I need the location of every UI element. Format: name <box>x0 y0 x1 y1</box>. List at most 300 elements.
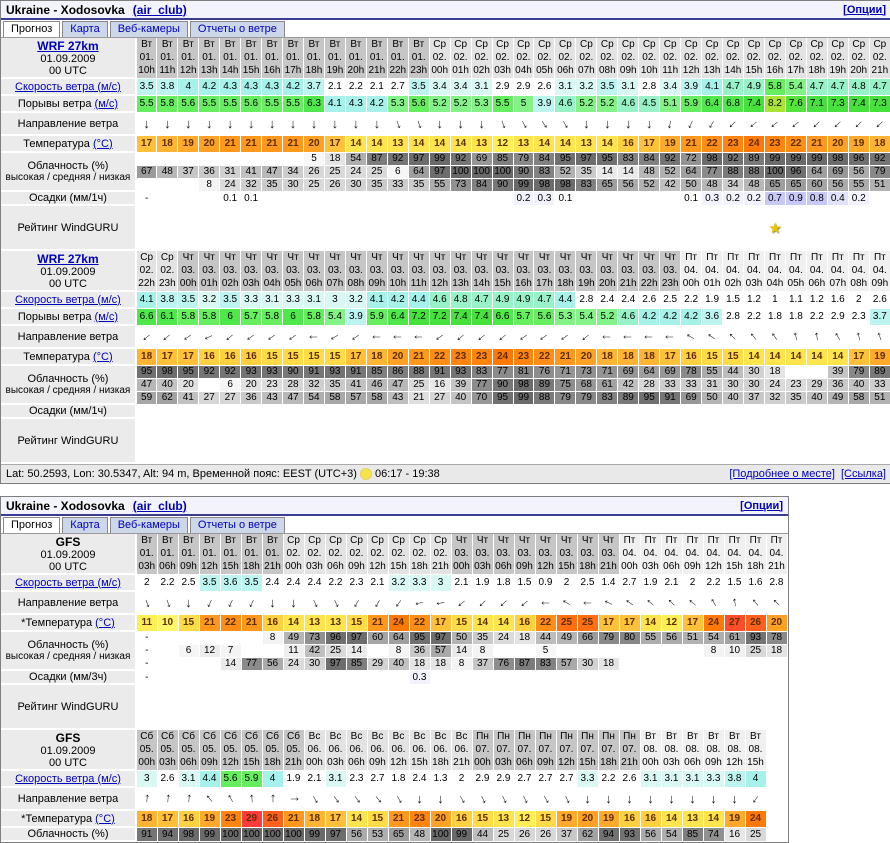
wind-speed-cell: 2.9 <box>492 78 513 95</box>
tab-Веб-камеры[interactable]: Веб-камеры <box>110 517 188 533</box>
column-header: Ср 02. 06h <box>325 534 346 574</box>
cloud-mid-cell: 42 <box>618 378 639 391</box>
precip-cell <box>514 670 535 684</box>
rating-cell <box>199 205 220 250</box>
wind-direction-cell <box>304 787 325 810</box>
cloud-mid-cell <box>262 644 283 657</box>
cloud-low-cell: 65 <box>764 178 785 191</box>
wind-direction-cell <box>619 787 640 810</box>
column-header: Пт 04. 08h <box>848 251 869 291</box>
wind-direction-arrow-icon: ↓ <box>164 115 171 131</box>
wind-speed-cell: 3.5 <box>199 574 220 591</box>
wind-direction-cell <box>766 591 787 614</box>
precip-cell <box>681 404 702 418</box>
temperature-cell: 13 <box>493 810 514 827</box>
wind-direction-cell <box>220 787 241 810</box>
wind-direction-arrow-icon: ↓ <box>515 329 532 344</box>
cloud-low-cell: 87 <box>514 657 535 670</box>
model-name[interactable]: WRF 27km <box>37 38 99 53</box>
cloud-low-cell: 47 <box>283 391 304 404</box>
cloud-low-cell: 30 <box>577 657 598 670</box>
temperature-cell: 23 <box>409 810 430 827</box>
cloud-low-cell: 65 <box>785 178 806 191</box>
wind-speed-cell: 2 <box>136 574 157 591</box>
cloud-mid-cell: 67 <box>136 165 157 178</box>
precip-cell <box>471 404 492 418</box>
cloud-mid-cell: 30 <box>744 378 765 391</box>
precip-cell <box>703 670 724 684</box>
wind-direction-arrow-icon: ↓ <box>391 594 406 611</box>
rating-cell <box>618 418 639 463</box>
tab-Отчеты о ветре[interactable]: Отчеты о ветре <box>190 517 285 533</box>
rating-cell <box>806 205 827 250</box>
precip-cell <box>660 191 681 205</box>
cloud-high-cell: 99 <box>785 152 806 165</box>
temperature-cell: 25 <box>556 614 577 631</box>
wind-gust-cell: 5.6 <box>408 95 429 112</box>
column-header: Вт 01. 13h <box>199 38 220 78</box>
cloud-mid-cell: - <box>136 644 157 657</box>
wind-speed-cell: 2.4 <box>283 574 304 591</box>
cloud-high-cell <box>241 631 262 644</box>
rating-cell <box>577 684 598 729</box>
wind-direction-arrow-icon: ↓ <box>600 333 616 340</box>
cloud-low-cell: 35 <box>366 178 387 191</box>
precip-cell: 0.1 <box>555 191 576 205</box>
run-utc: 00 UTC <box>49 560 87 573</box>
wind-direction-arrow-icon: ↓ <box>203 593 216 611</box>
wind-speed-cell: 4 <box>178 78 199 95</box>
rating-cell <box>325 684 346 729</box>
wind-direction-arrow-icon: ↓ <box>436 115 443 131</box>
rating-cell <box>409 684 430 729</box>
rating-cell <box>430 684 451 729</box>
wind-direction-cell <box>619 591 640 614</box>
footer-link[interactable]: [Подробнее о месте] <box>729 468 835 480</box>
wind-direction-cell <box>388 591 409 614</box>
temperature-cell: 19 <box>848 135 869 152</box>
tab-Веб-камеры[interactable]: Веб-камеры <box>110 21 188 37</box>
wind-gust-cell: 5.2 <box>597 95 618 112</box>
wind-speed-cell: 2.4 <box>409 770 430 787</box>
wind-direction-arrow-icon: ↓ <box>626 790 633 806</box>
precip-cell <box>324 404 345 418</box>
cloud-title: Облачность (%) <box>27 828 109 840</box>
cloud-high-cell: 99 <box>764 152 785 165</box>
run-date: 01.09.2009 <box>40 744 96 757</box>
temperature-cell: 27 <box>724 614 745 631</box>
wind-direction-arrow-icon: ↓ <box>645 115 653 131</box>
column-header: Чт 03. 09h <box>514 534 535 574</box>
wind-speed-cell: 3.4 <box>429 78 450 95</box>
wind-speed-cell: 2.7 <box>556 770 577 787</box>
cloud-high-cell: 92 <box>220 365 241 378</box>
row-label-temperature-text: *Температура <box>21 616 96 629</box>
wind-speed-cell: 2.1 <box>324 78 345 95</box>
wind-gust-cell: 6.4 <box>387 308 408 325</box>
rating-cell <box>723 205 744 250</box>
tab-Прогноз[interactable]: Прогноз <box>3 21 60 37</box>
column-header: Ср 02. 09h <box>346 534 367 574</box>
wind-direction-arrow-icon: ↓ <box>180 329 197 344</box>
options-link[interactable]: [Опции] <box>740 499 783 512</box>
rating-cell <box>514 684 535 729</box>
wind-speed-cell: 2.6 <box>619 770 640 787</box>
wind-direction-arrow-icon: ↓ <box>668 790 675 806</box>
cloud-low-cell: 79 <box>555 391 576 404</box>
row-label-wind-gusts-link[interactable]: (м/с) <box>94 97 118 110</box>
precip-cell <box>178 670 199 684</box>
cloud-mid-cell: 64 <box>806 165 827 178</box>
temperature-cell: 17 <box>848 348 869 365</box>
cloud-high-cell: 92 <box>387 152 408 165</box>
cloud-mid-cell: 6 <box>387 165 408 178</box>
cloud-high-cell <box>136 152 157 165</box>
wind-speed-cell: 2.8 <box>639 78 660 95</box>
precip-cell <box>429 404 450 418</box>
cloud-high-cell: 54 <box>661 827 682 841</box>
cloud-mid-cell: 89 <box>534 378 555 391</box>
column-header: Сб 05. 15h <box>241 730 262 770</box>
cloud-low-cell: - <box>136 657 157 670</box>
wind-speed-cell: 4.4 <box>555 291 576 308</box>
cloud-low-cell: 50 <box>681 178 702 191</box>
temperature-cell: 14 <box>493 614 514 631</box>
cloud-mid-cell: 88 <box>723 165 744 178</box>
wind-direction-arrow-icon: ↓ <box>663 333 679 340</box>
wind-direction-cell <box>178 787 199 810</box>
wind-gust-cell: 6 <box>283 308 304 325</box>
row-label-wind-speed-link[interactable]: Скорость ветра (м/с) <box>15 576 121 589</box>
cloud-low-cell: 55 <box>848 178 869 191</box>
column-header: Вт 01. 16h <box>262 38 283 78</box>
section-titlebar <box>1 1 890 20</box>
temperature-cell: 18 <box>639 348 660 365</box>
cloud-high-cell <box>806 365 827 378</box>
cloud-high-cell: 80 <box>619 631 640 644</box>
temperature-cell: 16 <box>241 348 262 365</box>
precip-cell <box>346 670 367 684</box>
cloud-low-cell: 18 <box>430 657 451 670</box>
temperature-cell: 18 <box>869 135 890 152</box>
temperature-cell: 13 <box>471 135 492 152</box>
precip-cell <box>408 191 429 205</box>
wind-direction-cell <box>702 325 723 348</box>
precip-cell <box>597 191 618 205</box>
wind-direction-arrow-icon: ↓ <box>516 114 530 132</box>
wind-direction-arrow-icon: ↓ <box>746 329 762 345</box>
row-label-wind-speed-link[interactable]: Скорость ветра (м/с) <box>15 80 121 93</box>
cloud-mid-cell: 33 <box>660 378 681 391</box>
wind-direction-arrow-icon: ↓ <box>285 329 302 344</box>
wind-direction-cell <box>827 325 848 348</box>
cloud-mid-cell <box>598 644 619 657</box>
wind-speed-cell: 3.2 <box>199 291 220 308</box>
wind-direction-cell <box>703 591 724 614</box>
rating-cell <box>199 418 220 463</box>
column-header: Вт 01. 06h <box>157 534 178 574</box>
model-name[interactable]: WRF 27km <box>37 251 99 266</box>
cloud-low-cell: 83 <box>535 657 556 670</box>
wind-direction-arrow-icon: ↓ <box>411 597 429 608</box>
cloud-high-cell: 92 <box>199 365 220 378</box>
cloud-mid-cell: 39 <box>450 378 471 391</box>
tab-Карта[interactable]: Карта <box>62 517 107 533</box>
wind-speed-cell: 2.2 <box>157 574 178 591</box>
wind-direction-arrow-icon: ↓ <box>578 328 595 344</box>
temperature-cell: 14 <box>429 135 450 152</box>
wind-gust-cell: 1.8 <box>785 308 806 325</box>
wind-direction-cell <box>367 787 388 810</box>
wind-direction-cell <box>220 591 241 614</box>
rating-cell <box>597 418 618 463</box>
rating-cell <box>241 418 262 463</box>
wind-direction-arrow-icon: ↓ <box>748 595 764 611</box>
cloud-mid-cell: 77 <box>471 378 492 391</box>
temperature-cell: 15 <box>283 348 304 365</box>
wind-direction-cell <box>618 325 639 348</box>
cloud-low-cell <box>178 178 199 191</box>
cloud-high-cell: 95 <box>555 152 576 165</box>
temperature-cell: 20 <box>304 135 325 152</box>
rating-cell <box>766 684 787 729</box>
wind-gust-cell: 2.2 <box>744 308 765 325</box>
cloud-low-cell: 99 <box>513 391 534 404</box>
row-label-temperature-text: *Температура <box>21 812 96 825</box>
column-header: Ср 02. 03h <box>304 534 325 574</box>
cloud-low-cell: 77 <box>241 657 262 670</box>
column-header: Вт 01. 20h <box>345 38 366 78</box>
cloud-high-cell: 49 <box>283 631 304 644</box>
windguru-star-icon: ★ <box>768 219 782 237</box>
cloud-high-cell: 18 <box>514 631 535 644</box>
wind-speed-cell: 2.9 <box>472 770 493 787</box>
wind-direction-arrow-icon: ↓ <box>851 115 867 131</box>
wind-speed-cell: 2.4 <box>304 574 325 591</box>
wind-speed-cell: 3.1 <box>178 770 199 787</box>
wind-direction-arrow-icon: ↓ <box>474 328 490 344</box>
cloud-mid-cell: 31 <box>702 378 723 391</box>
cloud-mid-cell <box>682 644 703 657</box>
section-titlebar <box>1 497 788 516</box>
wind-direction-arrow-icon: ↓ <box>308 593 321 611</box>
cloud-low-cell: 49 <box>827 391 848 404</box>
wind-gust-cell: 5.9 <box>366 308 387 325</box>
column-header: Пн 07. 06h <box>514 730 535 770</box>
row-label-temperature-link[interactable]: (°C) <box>95 616 115 629</box>
cloud-high-cell: 91 <box>136 827 157 841</box>
wind-direction-arrow-icon: ↓ <box>412 114 425 132</box>
wind-direction-cell <box>660 325 681 348</box>
wind-direction-cell <box>157 112 178 135</box>
wind-speed-cell: 3.1 <box>618 78 639 95</box>
cloud-high-cell <box>262 152 283 165</box>
rating-cell <box>556 684 577 729</box>
row-label-temperature-link[interactable]: (°C) <box>92 350 113 363</box>
column-header: Вс 06. 15h <box>409 730 430 770</box>
wind-speed-cell: 2 <box>682 574 703 591</box>
wind-direction-arrow-icon: ↓ <box>453 328 469 344</box>
temperature-cell: 24 <box>745 810 766 827</box>
tab-Прогноз[interactable]: Прогноз <box>3 517 60 533</box>
cloud-mid-cell: 18 <box>766 644 787 657</box>
options-link[interactable]: [Опции] <box>843 3 886 16</box>
precip-cell <box>408 404 429 418</box>
temperature-cell: 22 <box>220 614 241 631</box>
wind-speed-cell: 3 <box>430 574 451 591</box>
row-label-wind-speed-link[interactable]: Скорость ветра (м/с) <box>15 772 121 785</box>
cloud-high-cell: 72 <box>681 152 702 165</box>
cloud-mid-cell: 56 <box>848 165 869 178</box>
temperature-cell: 14 <box>472 614 493 631</box>
temperature-cell: 14 <box>534 135 555 152</box>
rating-cell <box>534 418 555 463</box>
cloud-low-cell: 35 <box>785 391 806 404</box>
cloud-low-cell: 56 <box>262 657 283 670</box>
precip-cell <box>513 404 534 418</box>
rating-cell <box>408 205 429 250</box>
temperature-cell: 20 <box>577 810 598 827</box>
row-label-wind-speed-link[interactable]: Скорость ветра (м/с) <box>15 293 121 306</box>
wind-direction-cell <box>661 787 682 810</box>
cloud-low-cell: 30 <box>283 178 304 191</box>
cloud-low-cell: 8 <box>199 178 220 191</box>
temperature-cell: 21 <box>681 135 702 152</box>
wind-gust-cell: 5.8 <box>262 308 283 325</box>
rating-cell <box>493 684 514 729</box>
wind-speed-cell: 2.1 <box>661 574 682 591</box>
cloud-high-cell: 26 <box>514 827 535 841</box>
tab-Отчеты о ветре[interactable]: Отчеты о ветре <box>190 21 285 37</box>
rating-cell <box>681 418 702 463</box>
wind-direction-cell <box>324 325 345 348</box>
cloud-high-cell <box>157 631 178 644</box>
cloud-mid-cell <box>640 644 661 657</box>
wind-direction-arrow-icon: ↓ <box>243 329 260 344</box>
cloud-low-cell: 41 <box>178 391 199 404</box>
temperature-cell: 18 <box>618 348 639 365</box>
rating-cell <box>639 205 660 250</box>
forecast-table <box>1 38 890 251</box>
wind-direction-arrow-icon: ↓ <box>268 115 276 131</box>
wind-gust-cell: 2.9 <box>827 308 848 325</box>
cloud-low-cell: 51 <box>869 178 890 191</box>
cloud-mid-cell: 61 <box>597 378 618 391</box>
precip-cell: 0.1 <box>241 191 262 205</box>
rating-cell <box>534 205 555 250</box>
club-link[interactable]: (air_club) <box>132 498 187 513</box>
column-header: Пн 07. 09h <box>535 730 556 770</box>
temperature-cell: 16 <box>178 810 199 827</box>
wind-speed-cell: 2.7 <box>367 770 388 787</box>
cloud-mid-cell: 64 <box>408 165 429 178</box>
club-link[interactable]: (air_club) <box>132 2 187 17</box>
cloud-low-cell: 83 <box>576 178 597 191</box>
tab-Карта[interactable]: Карта <box>62 21 107 37</box>
cloud-high-cell: 91 <box>429 365 450 378</box>
cloud-high-cell: 69 <box>471 152 492 165</box>
cloud-mid-cell: 5 <box>535 644 556 657</box>
rating-cell <box>702 205 723 250</box>
wind-direction-cell <box>304 325 325 348</box>
wind-direction-cell <box>199 591 220 614</box>
cloud-mid-cell: 79 <box>869 165 890 178</box>
wind-direction-cell <box>136 787 157 810</box>
wind-direction-arrow-icon: ↓ <box>809 115 825 131</box>
wind-direction-cell <box>785 112 806 135</box>
wind-direction-cell <box>178 591 199 614</box>
precip-cell <box>241 670 262 684</box>
row-label-wind-direction <box>1 325 136 348</box>
temperature-cell: 18 <box>136 810 157 827</box>
column-header: Пт 04. 05h <box>785 251 806 291</box>
wind-speed-cell: 2.2 <box>325 574 346 591</box>
precip-cell: - <box>136 191 157 205</box>
wind-direction-cell <box>598 591 619 614</box>
cloud-mid-cell <box>661 644 682 657</box>
row-label-wind-gusts <box>1 308 136 325</box>
column-header: Ср 02. 16h <box>764 38 785 78</box>
precip-cell <box>744 404 765 418</box>
temperature-cell: 22 <box>429 348 450 365</box>
column-header: Чт 03. 00h <box>451 534 472 574</box>
wind-direction-arrow-icon: ↓ <box>580 599 596 606</box>
temperature-cell: 17 <box>682 614 703 631</box>
cloud-low-cell <box>157 657 178 670</box>
rating-cell <box>241 684 262 729</box>
wind-gust-cell: 4.5 <box>639 95 660 112</box>
column-header: Ср 02. 06h <box>555 38 576 78</box>
row-label-wind-gusts-link[interactable]: (м/с) <box>94 310 118 323</box>
wind-direction-arrow-icon: ↓ <box>788 115 805 131</box>
temperature-cell: 19 <box>556 810 577 827</box>
footer-link[interactable]: [Ссылка] <box>840 468 886 480</box>
cloud-low-cell: 76 <box>493 657 514 670</box>
wind-direction-arrow-icon: ↓ <box>142 791 151 807</box>
row-label-temperature-link[interactable]: (°C) <box>95 812 115 825</box>
column-header: Вт 01. 18h <box>241 534 262 574</box>
wind-speed-cell: 2 <box>451 770 472 787</box>
wind-speed-cell: 4.4 <box>408 291 429 308</box>
temperature-cell: 21 <box>283 810 304 827</box>
wind-speed-cell: 2.2 <box>681 291 702 308</box>
wind-gust-cell: 6.6 <box>492 308 513 325</box>
cloud-low-cell: 40 <box>723 391 744 404</box>
wind-direction-arrow-icon: ↓ <box>643 595 659 611</box>
cloud-high-cell: 71 <box>597 365 618 378</box>
wind-direction-cell <box>324 112 345 135</box>
cloud-mid-cell: 31 <box>220 165 241 178</box>
run-utc: 00 UTC <box>49 756 87 769</box>
wind-direction-cell <box>471 325 492 348</box>
wind-direction-cell <box>681 325 702 348</box>
wind-direction-cell <box>598 787 619 810</box>
row-label-temperature-link[interactable]: (°C) <box>92 137 113 150</box>
wind-speed-cell: 4.3 <box>241 78 262 95</box>
column-header: Пт 04. 21h <box>766 534 787 574</box>
cloud-low-cell: 8 <box>451 657 472 670</box>
precip-cell <box>283 670 304 684</box>
wind-speed-cell: 2.6 <box>869 291 890 308</box>
rating-cell <box>869 418 890 463</box>
cloud-high-cell: 51 <box>682 631 703 644</box>
wind-gust-cell: 7.1 <box>806 95 827 112</box>
cloud-high-cell: 81 <box>513 365 534 378</box>
column-header: Вс 06. 06h <box>346 730 367 770</box>
precip-cell: 0.9 <box>785 191 806 205</box>
temperature-cell: 23 <box>764 135 785 152</box>
temperature-cell: 20 <box>430 810 451 827</box>
